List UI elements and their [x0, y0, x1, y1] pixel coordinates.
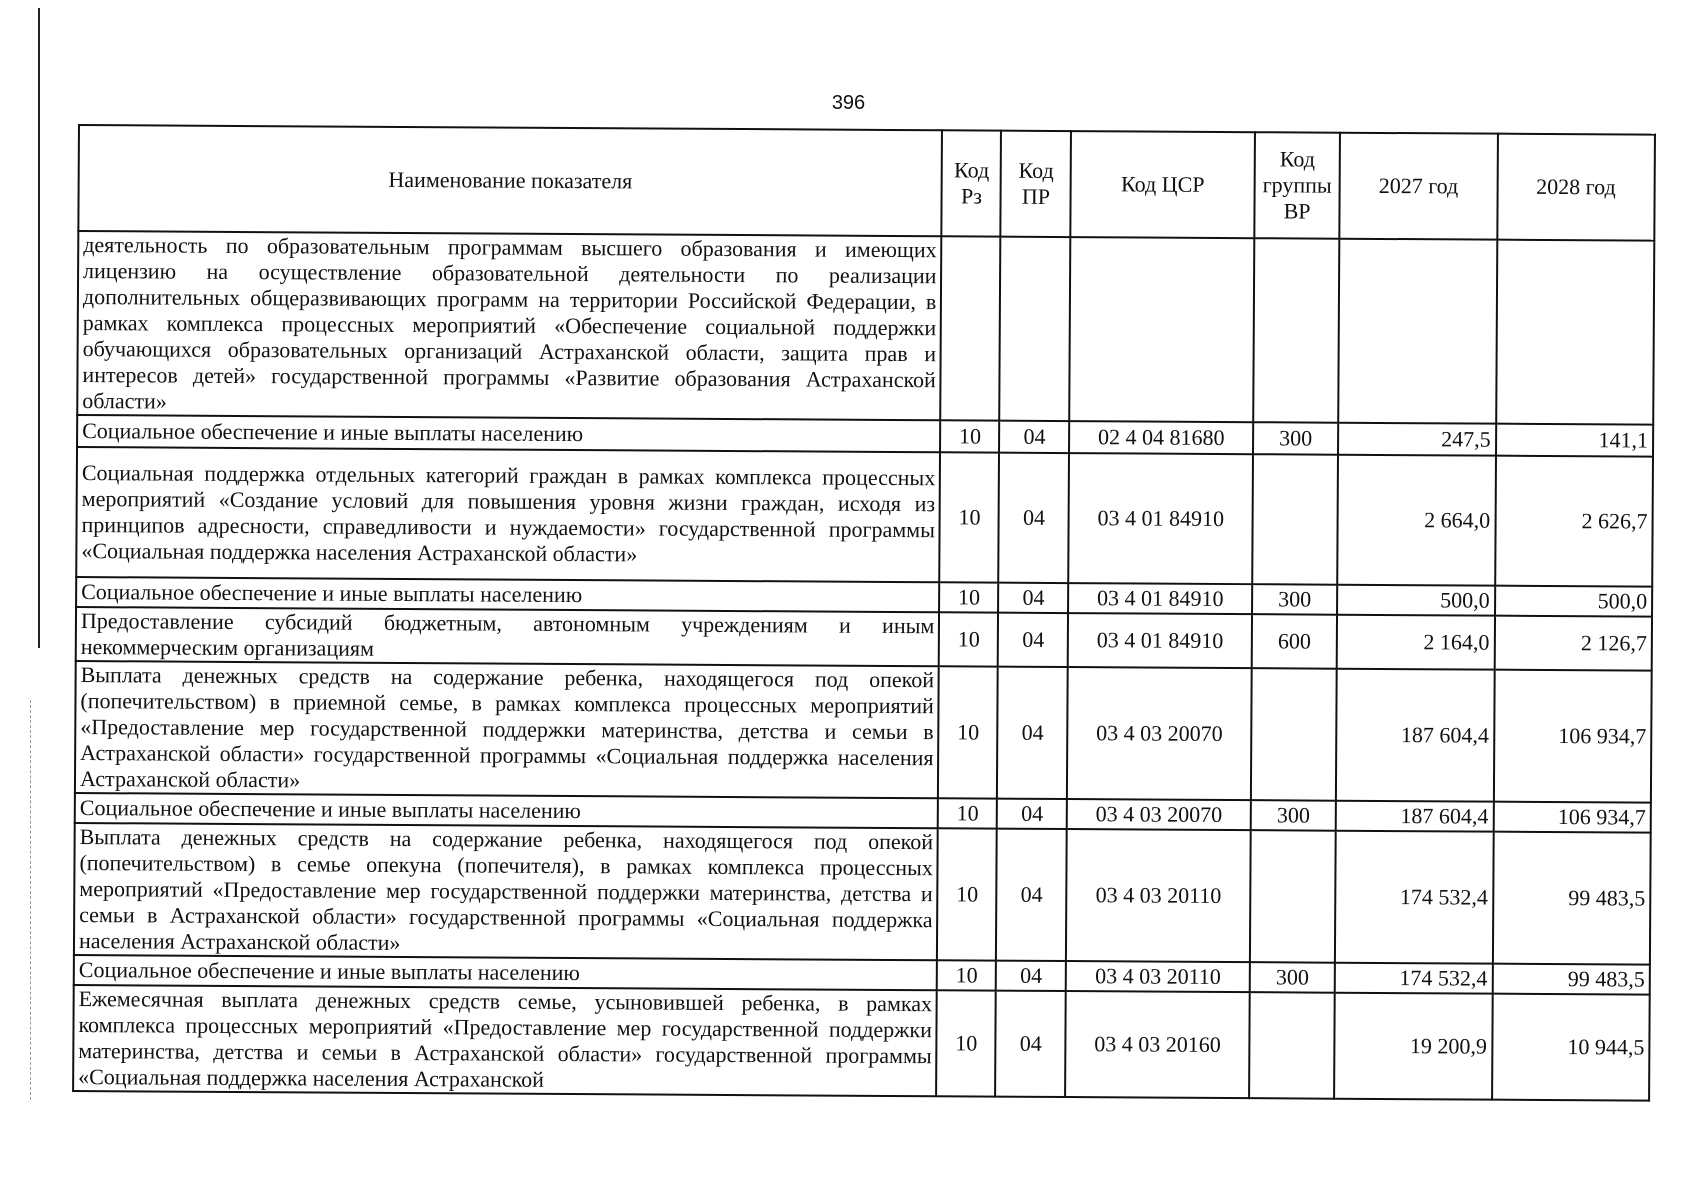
row-pr: 04	[999, 421, 1069, 453]
row-pr: 04	[998, 613, 1068, 667]
row-2028: 99 483,5	[1492, 964, 1650, 995]
row-rz: 10	[940, 452, 1000, 582]
row-name: Социальная поддержка отдельных категорий граждан в рамках комплекса процессных мероприятий «Создание условий для повышения уровня жизни граждан, исходя из принципов адресности, справедливости и нуждаемости» государственной программы «Социальная поддержка населения Астраханской области»	[76, 447, 940, 582]
row-vr: 300	[1251, 800, 1336, 831]
header-2028: 2028 год	[1497, 134, 1655, 241]
row-2028: 141,1	[1496, 424, 1654, 457]
row-rz: 10	[939, 612, 998, 666]
row-2027: 2 164,0	[1337, 615, 1495, 670]
row-name: Социальное обеспечение и иные выплаты населению	[76, 577, 940, 612]
row-pr: 04	[997, 799, 1067, 829]
row-2028: 2 126,7	[1494, 616, 1652, 671]
row-vr: 300	[1253, 422, 1338, 455]
header-pr: Код ПР	[1001, 131, 1072, 237]
row-vr: 300	[1250, 962, 1335, 993]
row-csr: 03 4 03 20160	[1065, 991, 1249, 1098]
row-rz	[941, 236, 1001, 420]
row-2027: 2 664,0	[1337, 455, 1495, 586]
row-csr: 03 4 03 20110	[1066, 829, 1250, 962]
table-row	[77, 231, 1654, 425]
row-csr: 02 4 04 81680	[1069, 421, 1253, 454]
table-row	[74, 823, 1651, 965]
header-rz: Код Рз	[942, 130, 1002, 236]
row-vr	[1250, 830, 1336, 963]
row-name: Выплата денежных средств на содержание ребенка, находящегося под опекой (попечительством) в семье опекуна (попечителя), в рамках комплекса процессных мероприятий «Предоставление мер государственной поддержки материнства, детства и семьи в Астраханской области» государственной программы «Социальная поддержка населения Астраханской области»	[74, 823, 938, 960]
page-number: 396	[831, 92, 866, 114]
table-row	[75, 661, 1652, 803]
row-2027: 187 604,4	[1336, 801, 1494, 832]
row-2027: 187 604,4	[1336, 669, 1494, 802]
table-header	[78, 125, 1655, 241]
row-rz: 10	[937, 960, 996, 990]
table-body	[73, 231, 1654, 1101]
row-name: Предоставление субсидий бюджетным, автономным учреждениям и иным некоммерческим организациям	[76, 607, 940, 666]
row-csr: 03 4 03 20110	[1066, 961, 1250, 992]
row-csr: 03 4 03 20070	[1067, 799, 1251, 830]
row-vr	[1252, 454, 1338, 585]
row-2027: 174 532,4	[1335, 831, 1493, 964]
row-pr	[1000, 237, 1071, 421]
row-rz: 10	[939, 582, 998, 612]
row-2027: 500,0	[1337, 585, 1495, 616]
row-2028: 106 934,7	[1493, 670, 1651, 803]
binding-margin-dash	[30, 700, 32, 1100]
row-pr: 04	[995, 991, 1066, 1097]
row-pr: 04	[996, 961, 1066, 991]
header-name: Наименование показателя	[78, 125, 942, 236]
row-2028: 500,0	[1495, 586, 1653, 617]
row-2028	[1496, 240, 1655, 425]
row-name: Социальное обеспечение и иные выплаты населению	[77, 415, 941, 452]
table-row	[73, 985, 1650, 1101]
row-rz: 10	[936, 990, 996, 1096]
row-csr: 03 4 01 84910	[1069, 453, 1253, 584]
row-rz: 10	[938, 798, 997, 828]
header-2027: 2027 год	[1340, 133, 1498, 240]
row-name: Ежемесячная выплата денежных средств семье, усыновившей ребенка, в рамках комплекса процессных мероприятий «Предоставление мер государственной поддержки материнства, детства и семьи в Астраханской области» государственной программы «Социальная поддержка населения Астраханской	[73, 985, 937, 1096]
row-2028: 10 944,5	[1492, 994, 1650, 1101]
row-rz: 10	[937, 828, 997, 960]
row-csr: 03 4 01 84910	[1068, 583, 1252, 614]
row-vr: 300	[1252, 584, 1337, 615]
header-row	[78, 125, 1655, 241]
table-row	[76, 607, 1652, 671]
row-vr	[1253, 238, 1339, 423]
row-csr: 03 4 01 84910	[1068, 613, 1252, 668]
row-vr	[1251, 668, 1337, 801]
row-2027: 247,5	[1338, 423, 1496, 456]
row-vr	[1249, 992, 1335, 1099]
row-pr: 04	[997, 667, 1068, 799]
header-csr: Код ЦСР	[1071, 131, 1255, 238]
row-name: Социальное обеспечение и иные выплаты населению	[75, 793, 939, 828]
row-rz: 10	[938, 666, 998, 798]
row-2027: 19 200,9	[1334, 993, 1492, 1100]
row-pr: 04	[996, 829, 1067, 961]
row-2027	[1338, 239, 1496, 424]
row-rz: 10	[940, 420, 999, 452]
row-2028: 106 934,7	[1493, 802, 1651, 833]
row-2028: 99 483,5	[1492, 832, 1650, 965]
row-csr	[1070, 237, 1255, 422]
row-2028: 2 626,7	[1495, 456, 1653, 587]
row-name: Выплата денежных средств на содержание ребенка, находящегося под опекой (попечительством) в приемной семье, в рамках комплекса процессных мероприятий «Предоставление мер государственной поддержки материнства, детства и семьи в Астраханской области» государственной программы «Социальная поддержка населения Астраханской области»	[75, 661, 939, 798]
row-2027: 174 532,4	[1335, 963, 1493, 994]
row-pr: 04	[998, 583, 1068, 613]
row-name: Социальное обеспечение и иные выплаты населению	[74, 955, 938, 990]
row-name: деятельность по образовательным программам высшего образования и имеющих лицензию на осуществление образовательной деятельности по реализации дополнительных общеразвивающих программ на территории Российской Федерации, в рамках комплекса процессных мероприятий «Обеспечение социальной поддержки обучающихся образовательных организаций Астраханской области, защита прав и интересов детей» государственной программы «Развитие образования Астраханской области»	[77, 231, 942, 420]
row-pr: 04	[999, 453, 1070, 583]
header-vr: Код группы ВР	[1254, 132, 1340, 239]
table-row	[76, 447, 1653, 587]
budget-table	[72, 124, 1656, 1102]
row-vr: 600	[1252, 614, 1338, 669]
row-csr: 03 4 03 20070	[1067, 667, 1251, 800]
